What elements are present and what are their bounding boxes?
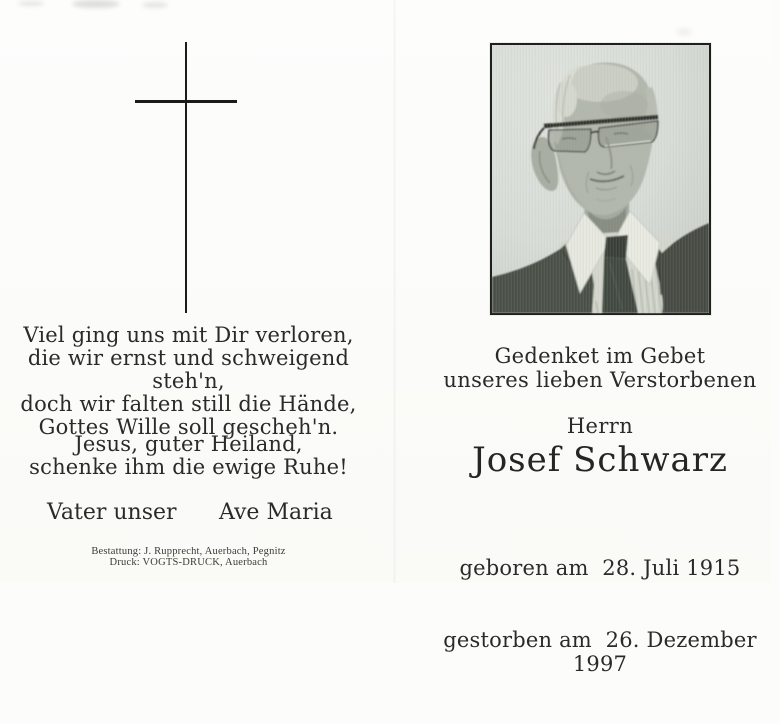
cross-horizontal-bar bbox=[135, 100, 237, 103]
salutation: Herrn bbox=[566, 414, 634, 438]
memorial-poem bbox=[0, 324, 377, 439]
life-dates bbox=[420, 508, 780, 724]
death-date-line: gestorben am 26. Dezember 1997 bbox=[443, 628, 764, 676]
prayer-ave-maria: Ave Maria bbox=[219, 500, 333, 525]
scan-smudge bbox=[142, 2, 168, 8]
prayer-line: schenke ihm die ewige Ruhe! bbox=[29, 455, 348, 479]
poem-line: die wir ernst und schweigend steh'n, bbox=[27, 346, 350, 393]
cross-vertical-bar bbox=[185, 42, 187, 313]
birth-date-line: geboren am 28. Juli 1915 bbox=[459, 556, 741, 580]
imprint bbox=[0, 546, 377, 568]
portrait-photo bbox=[490, 43, 711, 315]
prayer-verse bbox=[0, 433, 377, 479]
deceased-name: Josef Schwarz bbox=[472, 440, 728, 480]
prayer-names-row bbox=[0, 500, 377, 524]
imprint-undertaker-line: Bestattung: J. Rupprecht, Auerbach, Pegnitz bbox=[91, 546, 286, 557]
scan-smudge bbox=[676, 28, 692, 36]
prayer-vater-unser: Vater unser bbox=[47, 500, 177, 525]
scan-smudge bbox=[18, 1, 44, 6]
scan-smudge bbox=[72, 0, 120, 8]
portrait-photo-image bbox=[492, 45, 709, 313]
prayer-line: Jesus, guter Heiland, bbox=[74, 432, 303, 456]
dedication-line: Gedenket im Gebet bbox=[494, 344, 706, 368]
dedication-text bbox=[420, 344, 780, 392]
poem-line: doch wir falten still die Hände, bbox=[20, 392, 357, 416]
imprint-printer-line: Druck: VOGTS-DRUCK, Auerbach bbox=[109, 557, 268, 568]
poem-line: Gottes Wille soll gescheh'n. bbox=[38, 415, 339, 439]
poem-line: Viel ging uns mit Dir verloren, bbox=[23, 323, 354, 347]
dedication-line: unseres lieben Verstorbenen bbox=[443, 368, 757, 392]
center-fold bbox=[393, 0, 396, 583]
